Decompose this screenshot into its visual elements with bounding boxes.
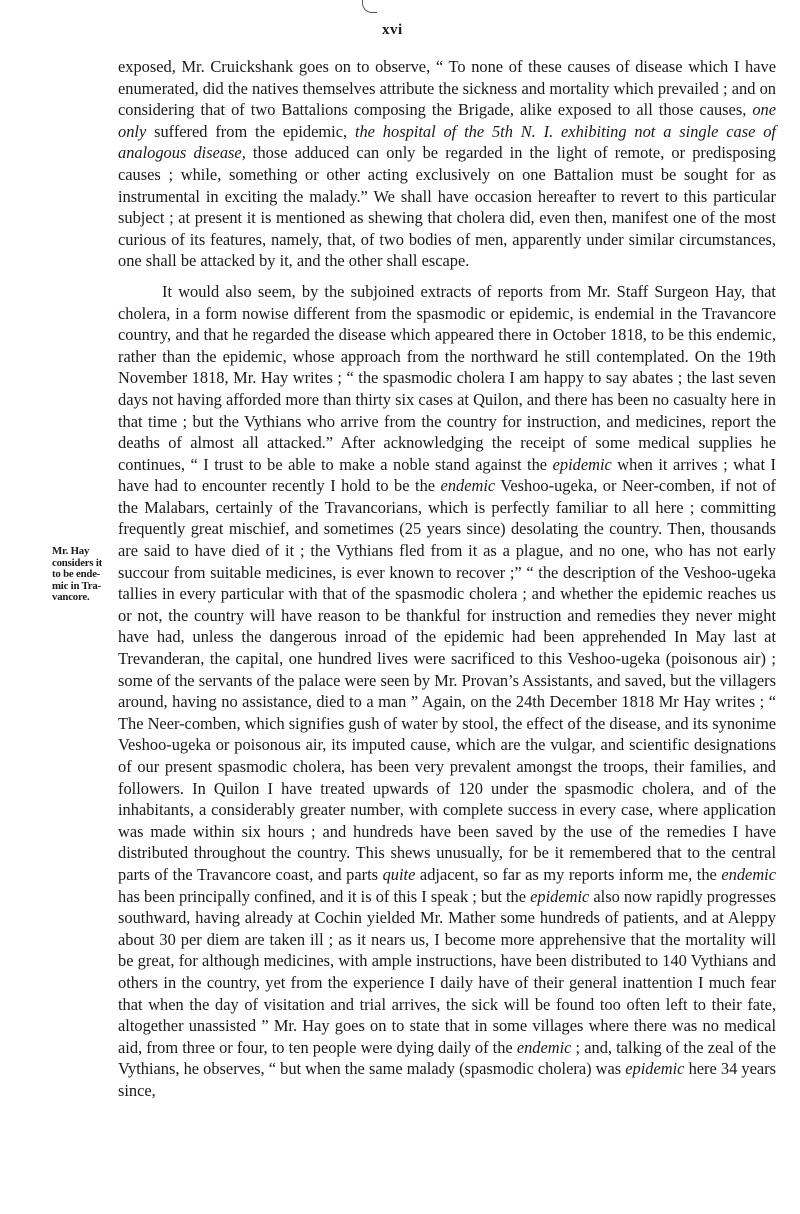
paragraph-hay (118, 281, 776, 1102)
text-run: exposed, Mr. Cruickshank goes on to observe, “ To none of these causes of disease which I have enumerated, did the natives themselves attribute the sickness and mortality which prevailed ; and on considering that of two Battalions composing the Brigade, alike exposed to all those causes, (118, 57, 776, 120)
margin-note-line: Mr. Hay (52, 545, 90, 557)
italic-run: epidemic (552, 454, 612, 474)
text-run: when it arrives ; what I have had to encounter recently I hold to be the (118, 454, 776, 496)
text-run: those adduced can only be regarded in the light of remote, or predisposing causes ; while, something or other acting exclusively on one Battalion must be sought for as instrumental in exciting the malady.” We shall have occasion hereafter to revert to this particular subject ; at present it is mentioned as shewing that cholera did, even then, manifest one of the most curious of its features, namely, that, of two bodies of men, apparently under similar circumstances, one shall be attacked by it, and the other shall escape. (118, 143, 776, 271)
paragraph-cruickshank (118, 56, 776, 272)
text-run: It would also seem, by the subjoined extracts of reports from Mr. Staff Surgeon Hay, that cholera, in a form nowise different from the spasmodic or epidemic, is endemial in the Travancore country, and that he regarded the disease which appeared there in October 1818, to be this endemic, rather than the epidemic, whose approach from the northward he still contemplated. On the 19th November 1818, Mr. Hay writes ; “ the spasmodic cholera I am happy to say abates ; the last seven days not having afforded more than thirty six cases at Quilon, and there has been no casualty here in that time ; but the Vythians who arrive from the country for instruction, and medicines, report the deaths of almost all attacked.” After acknowledging the receipt of some medical supplies he continues, “ I trust to be able to make a noble stand against the (118, 281, 776, 474)
page-corner-mark (362, 0, 377, 13)
italic-run: quite (382, 864, 416, 884)
italic-run: endemic (440, 476, 496, 496)
text-run: also now rapidly progresses southward, having already at Cochin yielded Mr. Mather some hundreds of patients, and at Aleppy about 30 per diem are taken ill ; as it nears us, I become more apprehensive that the mortality will be great, for although medicines, with ample instructions, have been distributed to 140 Vythians and others in the country, yet from the experience I daily have of their general inattention I much fear that when the day of visitation and trial arrives, the sick will be found too often left to their fate, altogether unassisted ” Mr. Hay goes on to state that in some villages where there was no medical aid, from three or four, to ten people were dying daily of the (118, 886, 776, 1057)
margin-note-line: mic in Tra- (52, 579, 101, 592)
text-run: has been principally confined, and it is of this I speak ; but the (118, 886, 531, 906)
body-text (118, 56, 776, 1102)
text-run: ; and, talking of the zeal of the Vythians, he observes, “ but when the same malady (spasmodic cholera) was (118, 1037, 776, 1079)
italic-run: epidemic (625, 1059, 685, 1079)
margin-note (52, 546, 116, 604)
italic-run: one only (118, 100, 776, 141)
text-run: Veshoo-ugeka, or Neer-comben, if not of the Malabars, certainly of the Travancorians, which is perfectly familiar to all here ; committing frequently great mischief, and sometimes (25 years since) desolating the country. Then, thousands are said to have died of it ; the Vythians fled from it as a plague, and no one, who has not early succour from suitable medicines, is ever known to recover ;” “ the description of the Veshoo-ugeka tallies in every particular with that of the spasmodic cholera ; and whether the epidemic reaches us or not, the country will have reason to be thankful for instruction and remedies they never might have had, unless the dangerous inroad of the epidemic had been apprehended In May last at Trevanderan, the capital, one hundred lives were sacrificed to this Veshoo-ugeka (poisonous air) ; some of the servants of the palace were seen by Mr. Provan’s Assistants, and saved, but the villagers around, having no assistance, died to a man ” Again, on the 24th December 1818 Mr Hay writes ; “ The Neer-comben, which signifies gush of water by stool, the effect of the disease, and its synonime Veshoo-ugeka or poisonous air, its imputed cause, which are the vulgar, and scientific designations of our present spasmodic cholera, has been very prevalent amongst the troops, their families, and followers. In Quilon I have treated upwards of 120 under the spasmodic cholera, and of the inhabitants, a considerably greater number, with complete success in every case, where application was made within six hours ; and hundreds have been saved by the use of the remedies I have distributed throughout the country. This shews unusually, for be it remembered that to the central parts of the Travancore coast, and parts (118, 476, 777, 884)
text-run: suffered from the epidemic, (146, 121, 355, 141)
text-run: here 34 years since, (118, 1059, 776, 1100)
margin-note-line: considers it (52, 556, 103, 569)
margin-note-line: vancore. (52, 591, 90, 603)
margin-note-line: to be ende- (52, 568, 101, 580)
page-number: xvi (382, 22, 403, 38)
italic-run: epidemic (530, 886, 590, 906)
italic-run: endemic (516, 1037, 572, 1057)
italic-run: the hospital of the 5th N. I. exhibiting not a single case of analogous disease, (118, 121, 776, 163)
text-run: adjacent, so far as my reports inform me, the (415, 864, 722, 884)
italic-run: endemic (721, 864, 776, 884)
